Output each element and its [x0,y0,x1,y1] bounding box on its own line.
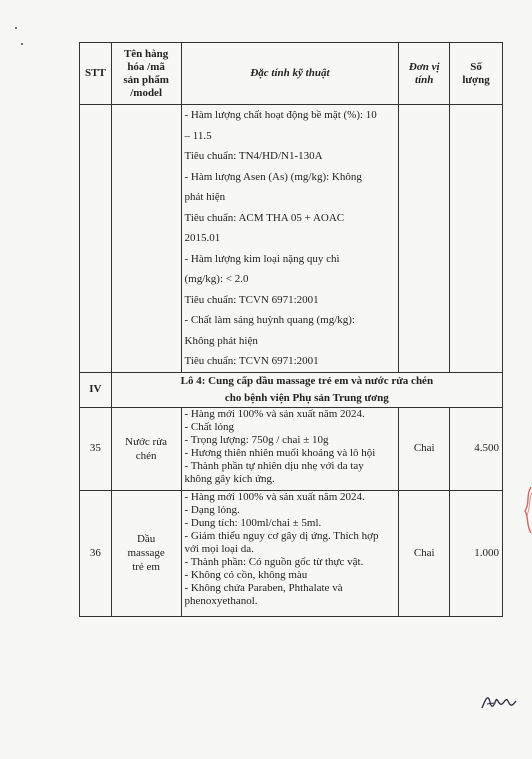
spec-line: không gây kích ứng. [184,472,275,485]
cell-empty-unit [399,105,450,373]
cell-unit: Chai [399,407,450,490]
spec-line: với mọi loại da. [184,542,254,555]
product-name-line: chén [135,449,157,462]
spec-line: - Hàm lượng chất hoạt động bề mặt (%): 10 [184,109,377,121]
header-name-line: /model [130,86,162,99]
spec-line: - Hàm lượng kim loại nặng quy chì [184,252,340,265]
product-name-line: trẻ em [132,561,160,573]
cell-spec [181,490,399,616]
cell-spec [181,407,399,490]
spec-line: - Không chứa Paraben, Phthalate và [184,581,343,594]
cell-quantity: 4.500 [450,407,503,490]
header-product-name [111,43,181,105]
header-technical-spec: Đặc tính kỹ thuật [181,43,399,105]
spec-line: - Thành phần: Có nguồn gốc từ thực vật. [184,555,364,568]
spec-line: - Không có cồn, không màu [184,568,308,581]
spec-line: Tiêu chuẩn: TCVN 6971:2001 [184,355,319,367]
cell-product-name [111,490,181,616]
spec-line: phát hiện [184,191,226,203]
spec-line: Không phát hiện [184,334,258,347]
table-header-row [80,43,503,105]
scan-speck [21,43,23,45]
spec-line: – 11.5 [184,129,212,142]
cell-empty-name [111,105,181,373]
spec-line: - Chất làm sáng huỳnh quang (mg/kg): [184,314,355,326]
product-name-line: massage [127,547,165,559]
header-qty-line: Số [470,60,482,73]
spec-line: - Hương thiên nhiên muối khoáng và lô hội [184,446,376,459]
product-name-line: Dầu [136,533,156,545]
spec-line: Tiêu chuẩn: TCVN 6971:2001 [184,293,319,306]
spec-line: - Chất lỏng [184,420,234,433]
cell-empty-stt [80,105,112,373]
spec-line: - Giảm thiểu nguy cơ gây dị ứng. Thích hợp [184,529,379,542]
specification-table [79,42,503,617]
spec-line: - Trọng lượng: 750g / chai ± 10g [184,433,329,446]
cell-unit: Chai [399,490,450,616]
lot-title-line: Lô 4: Cung cấp dầu massage trẻ em và nước rửa chén [180,374,434,387]
table-row-continuation [80,105,503,373]
header-name-line: sản phẩm [123,73,169,86]
spec-line: (mg/kg): < 2.0 [184,273,249,285]
header-name-line: hóa /mã [127,60,165,73]
spec-line: - Hàm lượng Asen (As) (mg/kg): Không [184,170,362,183]
header-qty-line: lượng [462,73,490,86]
spec-line: - Hàng mới 100% và sản xuất năm 2024. [184,490,365,503]
cell-quantity: 1.000 [450,490,503,616]
handwritten-initials-icon [478,690,518,714]
header-unit [399,43,450,105]
spec-line: Tiêu chuẩn: ACM THA 05 + AOAC [184,211,345,224]
cell-empty-qty [450,105,503,373]
cell-continued-spec [181,105,399,373]
spec-line: - Thành phần tự nhiên dịu nhẹ với da tay [184,459,364,472]
spec-line: Tiêu chuẩn: TN4/HD/N1-130A [184,150,323,162]
header-name-line: Tên hàng [123,47,169,60]
cell-stt: 35 [80,407,112,490]
lot-title [111,372,502,407]
spec-line: - Hàng mới 100% và sản xuất năm 2024. [184,407,365,420]
header-stt: STT [80,43,112,105]
scan-speck [15,27,17,29]
spec-line: - Dạng lỏng. [184,503,240,516]
cell-stt: 36 [80,490,112,616]
lot-header-row [80,372,503,407]
lot-number: IV [80,372,112,407]
red-stamp-edge-icon [522,485,532,535]
product-name-line: Nước rửa [125,435,168,448]
cell-product-name [111,407,181,490]
header-unit-line: tính [415,73,434,86]
lot-title-line: cho bệnh viện Phụ sản Trung ương [224,391,389,404]
spec-line: phenoxyethanol. [184,594,258,607]
header-unit-line: Đơn vị [408,60,440,73]
spec-line: 2015.01 [184,232,221,244]
table-row [80,490,503,616]
table-row [80,407,503,490]
spec-line: - Dung tích: 100ml/chai ± 5ml. [184,516,322,529]
header-quantity [450,43,503,105]
